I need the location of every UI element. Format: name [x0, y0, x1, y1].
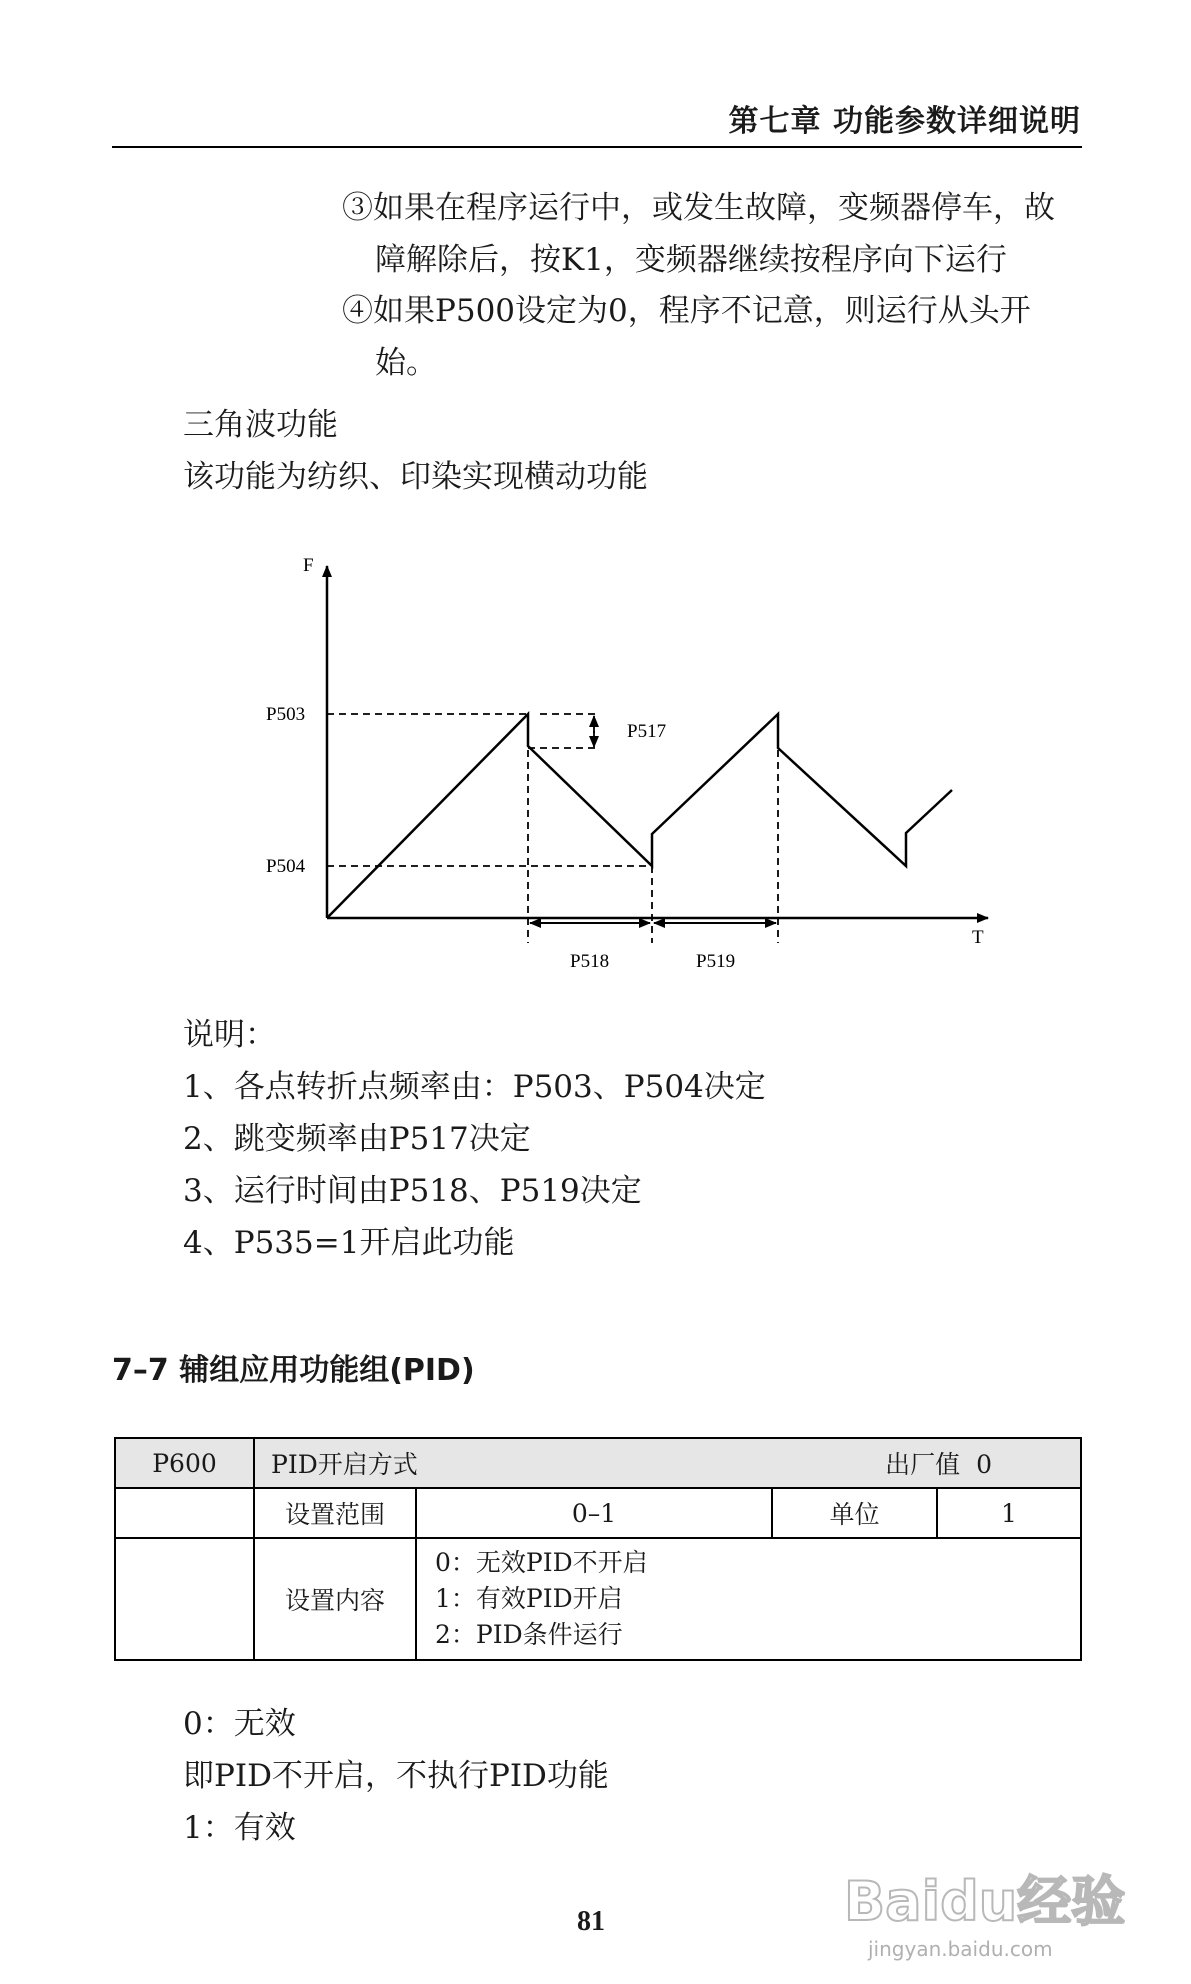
upper-frequency-label: P503: [266, 704, 306, 725]
range-value: 0–1: [416, 1488, 772, 1538]
footer-line-3: 1：有效: [183, 1810, 296, 1846]
option-item: 2：PID条件运行: [435, 1620, 623, 1649]
baidu-watermark: [838, 1858, 1126, 1968]
triangle-wave-description: 该功能为纺织、印染实现横动功能: [183, 459, 648, 495]
empty-cell: [115, 1538, 254, 1660]
fall-time-label: P519: [696, 951, 736, 972]
unit-value: 1: [937, 1488, 1081, 1538]
note-item-4-line-1: ④如果P500设定为0，程序不记意，则运行从头开: [342, 293, 1031, 329]
header-rule: [112, 146, 1082, 148]
explanation-heading: 说明：: [183, 1017, 276, 1053]
default-label: 出厂值: [885, 1450, 961, 1479]
empty-cell: [115, 1488, 254, 1538]
frequency-waveform: [327, 714, 952, 918]
page-number: 81: [577, 1906, 605, 1937]
explanation-item: 2、跳变频率由P517决定: [183, 1121, 531, 1157]
jump-frequency-label: P517: [627, 721, 667, 742]
options-cell: [416, 1538, 1081, 1660]
parameter-table: [114, 1437, 1082, 1661]
lower-frequency-label: P504: [266, 856, 306, 877]
range-label: 设置范围: [254, 1488, 416, 1538]
parameter-code: P600: [115, 1438, 254, 1488]
unit-label: 单位: [772, 1488, 937, 1538]
triangle-wave-diagram: [250, 548, 1000, 988]
option-item: 0：无效PID不开启: [435, 1548, 648, 1577]
footer-line-1: 0：无效: [183, 1706, 296, 1742]
content-label: 设置内容: [254, 1538, 416, 1660]
note-item-4-line-2: 始。: [375, 345, 437, 381]
rise-time-label: P518: [570, 951, 610, 972]
x-axis-label: T: [972, 927, 984, 948]
section-title: 7–7 辅组应用功能组(PID): [112, 1353, 475, 1388]
parameter-name-cell: [254, 1438, 1081, 1488]
watermark-logo: Baidu经验: [844, 1870, 1126, 1933]
default-value-group: [885, 1445, 992, 1481]
explanation-item: 3、运行时间由P518、P519决定: [183, 1173, 642, 1209]
footer-line-2: 即PID不开启，不执行PID功能: [183, 1758, 609, 1794]
note-item-3-line-1: ③如果在程序运行中，或发生故障，变频器停车，故: [342, 190, 1055, 226]
default-value: 0: [976, 1450, 992, 1479]
guide-lines: [327, 714, 778, 943]
explanation-item: 4、P535=1开启此功能: [183, 1225, 515, 1261]
triangle-wave-title: 三角波功能: [183, 407, 338, 443]
y-axis-label: F: [303, 555, 314, 576]
parameter-name: PID开启方式: [271, 1450, 418, 1479]
option-item: 1：有效PID开启: [435, 1584, 623, 1613]
chapter-title: 第七章 功能参数详细说明: [728, 104, 1081, 139]
watermark-url: jingyan.baidu.com: [868, 1937, 1053, 1961]
note-item-3-line-2: 障解除后，按K1，变频器继续按程序向下运行: [375, 242, 1007, 278]
explanation-item: 1、各点转折点频率由：P503、P504决定: [183, 1069, 766, 1105]
